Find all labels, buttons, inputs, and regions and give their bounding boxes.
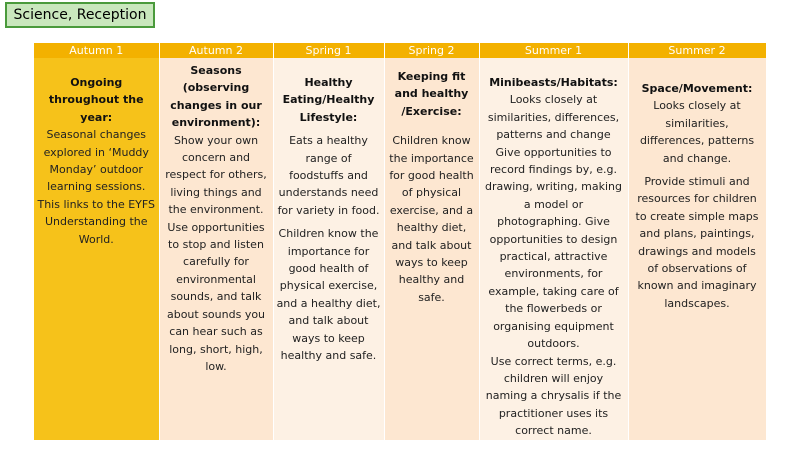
cell-spring-1 <box>273 58 384 440</box>
cell-summer-2 <box>628 58 766 440</box>
header-row <box>34 43 766 58</box>
spring-1-heading: Healthy Eating/Healthy Lifestyle: <box>282 76 375 124</box>
autumn-1-heading: Ongoing throughout the year: <box>48 76 144 124</box>
header-autumn-1: Autumn 1 <box>34 43 159 58</box>
cell-autumn-2 <box>159 58 273 440</box>
header-summer-1: Summer 1 <box>479 43 628 58</box>
summer-1-text-1: Looks closely at similarities, differences, patterns and change Give opportunities to record findings by, e.g. drawing, writing, making a model or photographing. Give opportunities to design practical, attractive environments, for example, taking care of the flowerbeds or organising equipment outdoors. <box>485 93 622 351</box>
autumn-2-heading: Seasons (observing changes in our environment): <box>170 64 262 130</box>
header-spring-2: Spring 2 <box>384 43 479 58</box>
header-spring-1: Spring 1 <box>273 43 384 58</box>
spring-2-text: Children know the importance for good health of physical exercise, and a healthy diet, and talk about ways to keep healthy and safe. <box>389 134 474 304</box>
header-autumn-2: Autumn 2 <box>159 43 273 58</box>
page-title: Science, Reception <box>5 2 155 28</box>
summer-1-heading: Minibeasts/Habitats: <box>489 76 618 89</box>
autumn-2-text-1: Show your own concern and respect for others, living things and the environment. <box>165 133 267 217</box>
spring-1-text-2: Children know the importance for good health of physical exercise, and a healthy diet, and talk about ways to keep healthy and safe. <box>276 227 381 363</box>
content-row <box>34 58 766 440</box>
curriculum-table <box>34 43 767 440</box>
autumn-1-text: Seasonal changes explored in ‘Muddy Monday’ outdoor learning sessions. This links to the EYFS Understanding the World. <box>37 128 156 246</box>
cell-summer-1 <box>479 58 628 440</box>
spring-2-heading: Keeping fit and healthy /Exercise: <box>394 70 469 118</box>
cell-spring-2 <box>384 58 479 440</box>
summer-1-text-2: Use correct terms, e.g. children will enjoy naming a chrysalis if the practitioner uses its correct name. <box>485 354 622 438</box>
summer-2-text-1: Looks closely at similarities, differences, patterns and change. <box>639 99 755 165</box>
autumn-2-text-2: Use opportunities to stop and listen carefully for environmental sounds, and talk about sounds you can hear such as long, short, high, low. <box>166 220 266 373</box>
cell-autumn-1 <box>34 58 159 440</box>
spring-1-text-1: Eats a healthy range of foodstuffs and understands need for variety in food. <box>277 134 380 217</box>
summer-2-text-2: Provide stimuli and resources for children to create simple maps and plans, paintings, drawings and models of observations of known and imaginary landscapes. <box>635 175 759 310</box>
header-summer-2: Summer 2 <box>628 43 766 58</box>
summer-2-heading: Space/Movement: <box>641 82 753 95</box>
